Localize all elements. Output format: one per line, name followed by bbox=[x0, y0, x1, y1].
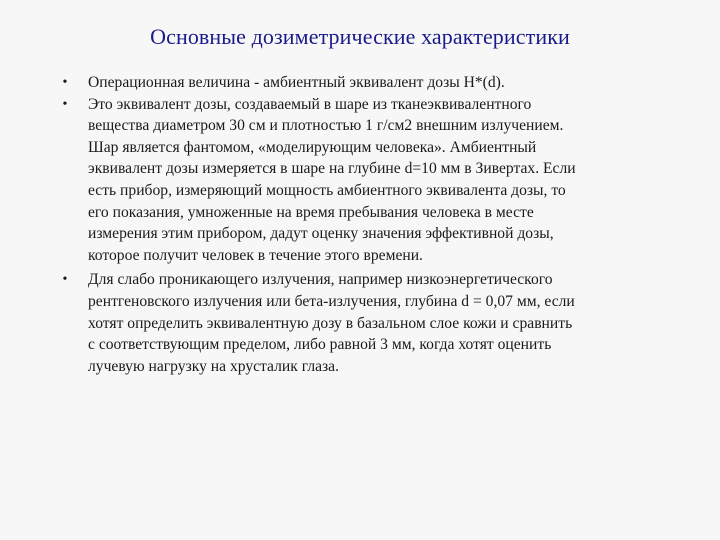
bullet-list bbox=[0, 72, 720, 377]
slide-title: Основные дозиметрические характеристики bbox=[150, 24, 570, 49]
bullet-text-line: измерения этим прибором, дадут оценку значения эффективной дозы, bbox=[88, 225, 554, 243]
bullet-item-operational-quantity bbox=[0, 72, 660, 94]
bullet-item-weakly-penetrating-radiation bbox=[0, 269, 660, 377]
bullet-dot-icon: • bbox=[62, 96, 68, 112]
bullet-text-line: с соответствующим пределом, либо равной 3 мм, когда хотят оценить bbox=[88, 336, 552, 354]
bullet-text-line: Операционная величина - амбиентный эквивалент дозы H*(d). bbox=[88, 74, 505, 91]
bullet-text-line: хотят определить эквивалентную дозу в базальном слое кожи и сравнить bbox=[88, 314, 573, 332]
bullet-text-line: вещества диаметром 30 см и плотностью 1 г/см2 внешним излучением. bbox=[88, 117, 564, 135]
bullet-text-line: эквивалент дозы измеряется в шаре на глубине d=10 мм в Зивертах. Если bbox=[88, 160, 576, 178]
bullet-dot-icon: • bbox=[62, 75, 68, 90]
bullet-text-line: которое получит человек в течение этого времени. bbox=[88, 246, 423, 264]
bullet-text-line: Это эквивалент дозы, создаваемый в шаре из тканеэквивалентного bbox=[88, 95, 532, 113]
bullet-item-ambient-dose-definition bbox=[0, 94, 660, 267]
bullet-dot-icon: • bbox=[62, 272, 68, 288]
bullet-text-line: рентгеновского излучения или бета-излучения, глубина d = 0,07 мм, если bbox=[88, 292, 575, 310]
bullet-text-line: есть прибор, измеряющий мощность амбиентного эквивалента дозы, то bbox=[88, 181, 566, 199]
bullet-text-line: Для слабо проникающего излучения, например низкоэнергетического bbox=[88, 271, 553, 289]
bullet-text-line: лучевую нагрузку на хрусталик глаза. bbox=[88, 357, 339, 375]
bullet-text-line: Шар является фантомом, «моделирующим человека». Амбиентный bbox=[88, 138, 537, 156]
bullet-text-line: его показания, умноженные на время пребывания человека в месте bbox=[88, 203, 534, 221]
